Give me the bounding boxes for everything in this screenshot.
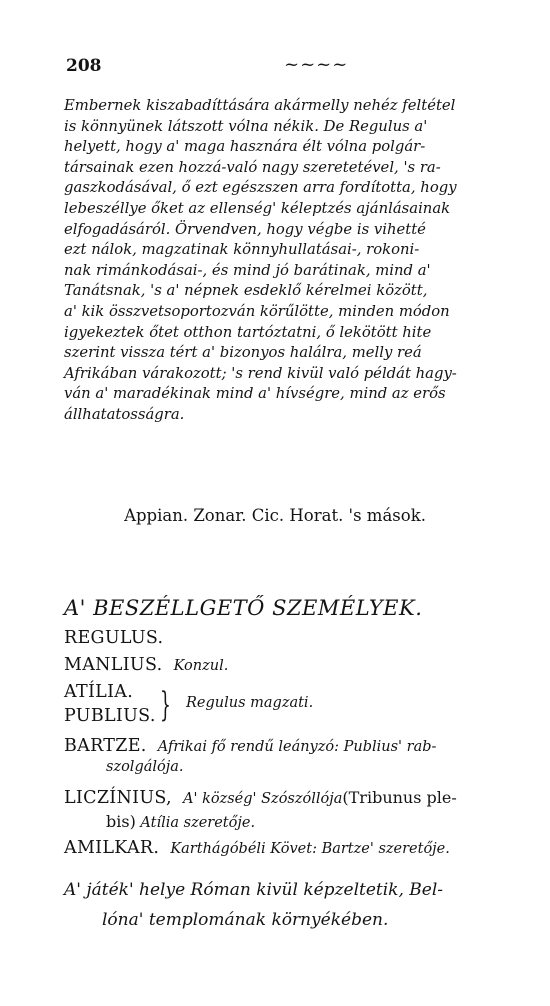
role-name: PUBLIUS. (64, 706, 156, 726)
scene-setting (64, 875, 542, 935)
role-name: REGULUS. (64, 628, 164, 648)
role-name: MANLIUS. (64, 655, 163, 675)
cast-entry-atilia-publius (64, 682, 542, 732)
note-line: lebeszéllye őket az ellenség' kéleptzés ajánlásainak (64, 199, 451, 217)
note-line: állhatatosságra. (64, 405, 185, 423)
role-description-text: Atília szeretője. (140, 815, 256, 831)
page-number: 208 (66, 56, 102, 76)
role-description-upright: bis) (106, 812, 136, 831)
note-line: is könnyünek látszott vólna nékik. De Regulus a' (64, 117, 428, 135)
cast-entry-liczinius (64, 788, 457, 808)
note-line: társainak ezen hozzá-való nagy szeretetével, 's ra- (64, 158, 441, 176)
note-line: Afrikában várakozott; 's rend kivül való példát hagy- (64, 364, 457, 382)
note-line: ezt nálok, magzatinak könnyhullatásai-, rokoni- (64, 241, 420, 259)
note-line: Tanátsnak, 's a' népnek esdeklő kérelmei között, (64, 282, 428, 300)
note-line: elfogadásáról. Örvendven, hogy végbe is vihetté (64, 220, 426, 238)
cast-entry-manlius (64, 655, 228, 675)
setting-line: A' játék' helye Róman kivül képzeltetik, Bel- (64, 880, 444, 900)
role-description (183, 788, 457, 807)
cast-entry-regulus (64, 628, 163, 648)
cast-entry-bartze (64, 736, 436, 756)
note-line: szerint vissza tért a' bizonyos halálra, melly reá (64, 344, 422, 362)
role-description-text: A' község' Szószóllója (183, 791, 343, 807)
ornament: ~~~~ (284, 54, 349, 75)
role-name: BARTZE. (64, 736, 147, 756)
historical-note (64, 96, 542, 426)
role-description: Konzul. (173, 658, 229, 674)
page-header (64, 56, 520, 80)
note-line: a' kik összvetsoportozván körűlötte, minden módon (64, 302, 450, 320)
note-line: igyekeztek őtet otthon tartóztatni, ő lekötött hite (64, 323, 432, 341)
note-line: Embernek kiszabadíttására akármelly nehéz feltétel (64, 97, 456, 114)
role-name: LICZÍNIUS, (64, 788, 172, 808)
sources-citation: Appian. Zonar. Cic. Horat. 's mások. (124, 506, 426, 525)
note-line: ván a' maradékinak mind a' hívségre, mind az erős (64, 385, 446, 403)
note-line: nak rimánkodásai-, és mind jó barátinak, mind a' (64, 261, 431, 279)
brace-mark: } (160, 685, 171, 725)
role-name: ATÍLIA. (64, 682, 134, 702)
cast-title: A' BESZÉLLGETŐ SZEMÉLYEK. (64, 596, 423, 620)
role-description: Regulus magzati. (186, 695, 314, 711)
cast-entry-amilkar (64, 838, 450, 858)
setting-line: lóna' templomának környékében. (102, 910, 389, 930)
role-name: AMILKAR. (64, 838, 160, 858)
note-line: gaszkodásával, ő ezt egészszen arra fordította, hogy (64, 179, 457, 197)
role-description-continued (106, 812, 255, 831)
role-description: Karthágóbéli Követ: Bartze' szeretője. (170, 841, 450, 857)
role-description-upright: (Tribunus ple- (342, 788, 457, 807)
role-description: Afrikai fő rendű leányzó: Publius' rab- (157, 739, 437, 755)
role-description-continued: szolgálója. (106, 759, 184, 775)
note-line: helyett, hogy a' maga hasznára élt vólna polgár- (64, 138, 426, 156)
